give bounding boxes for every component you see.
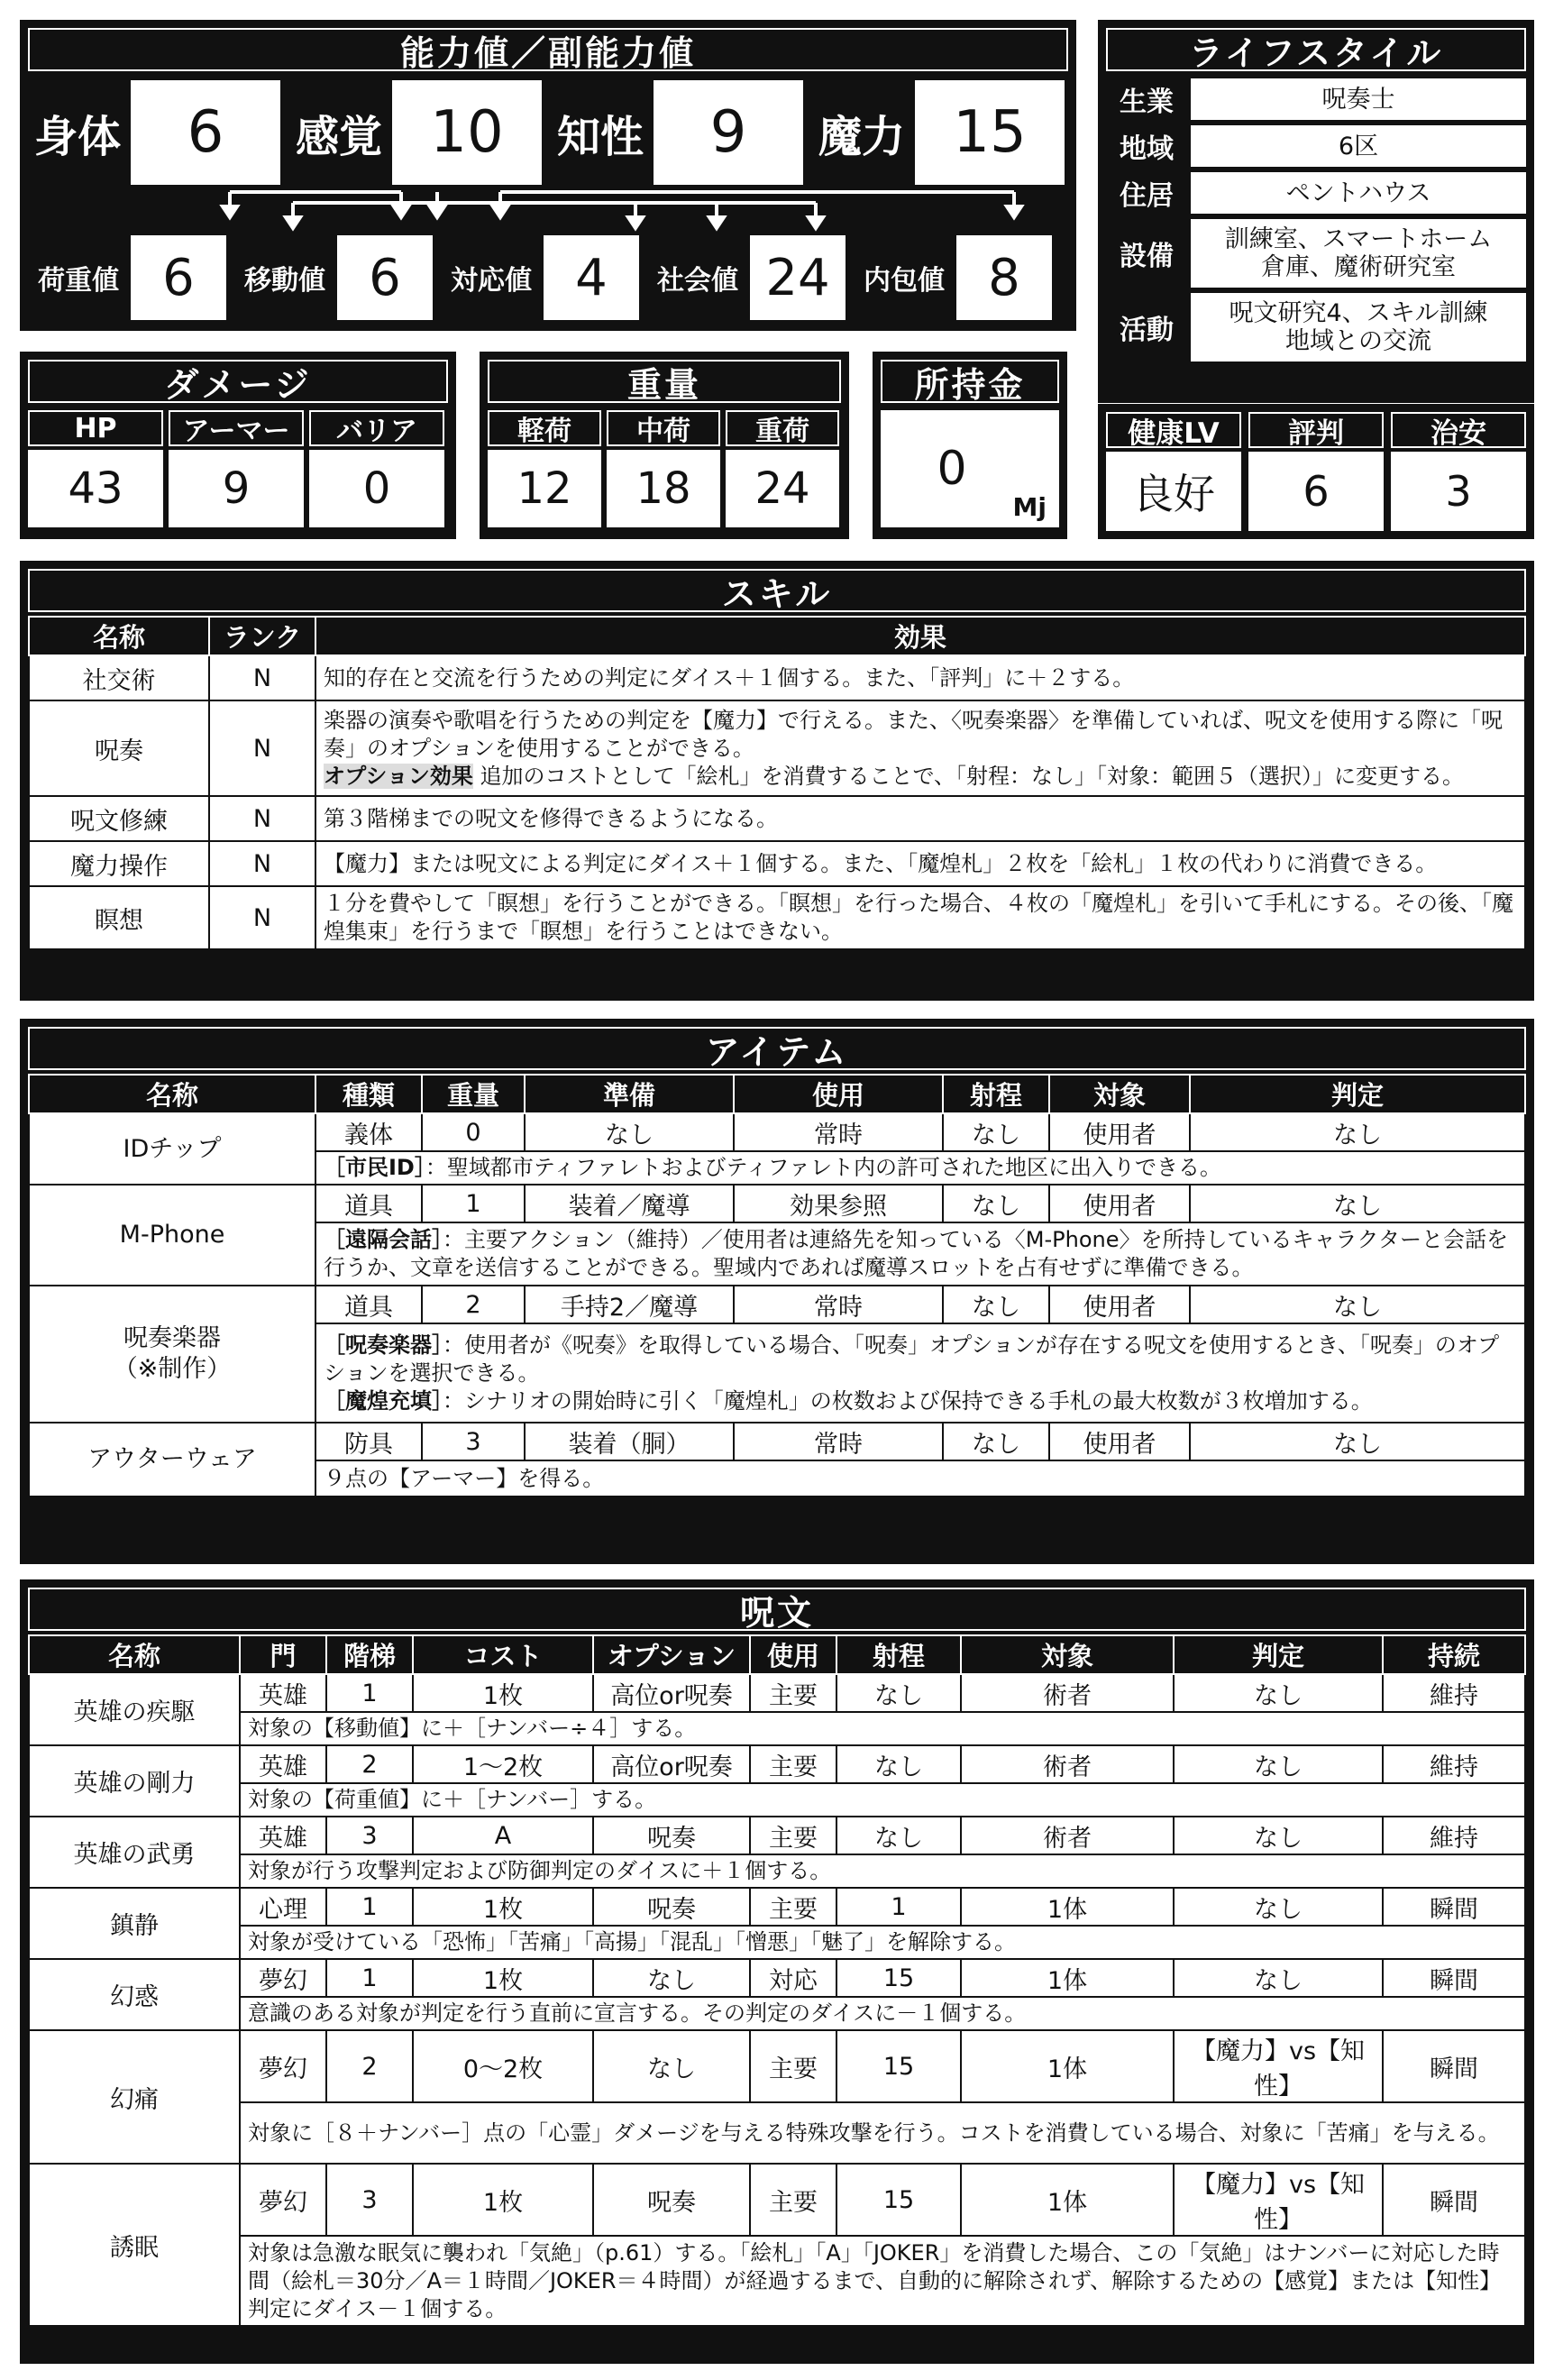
spell-target: 1体 — [961, 1959, 1174, 1997]
item-use: 効果参照 — [734, 1185, 943, 1222]
spell-check: なし — [1174, 1888, 1383, 1926]
item-row — [29, 1286, 1525, 1323]
items-header: 重量 — [422, 1075, 525, 1113]
damage-label: HP — [28, 410, 163, 446]
spell-use: 対応 — [750, 1959, 836, 1997]
spell-use: 主要 — [750, 1745, 836, 1783]
item-type: 道具 — [315, 1286, 422, 1323]
spell-duration: 瞬間 — [1383, 1959, 1525, 1997]
skill-name: 呪文修練 — [29, 796, 209, 841]
spell-gate: 心理 — [240, 1888, 326, 1926]
spells-header: 対象 — [961, 1635, 1174, 1674]
money-value: 0 — [937, 442, 967, 496]
sub-ability-value: 4 — [544, 235, 639, 320]
item-row — [29, 1185, 1525, 1222]
spell-target: 術者 — [961, 1745, 1174, 1783]
item-row — [29, 1423, 1525, 1460]
items-header: 判定 — [1190, 1075, 1525, 1113]
lifestyle-label: 活動 — [1120, 315, 1174, 346]
spell-gate: 英雄 — [240, 1674, 326, 1712]
spells-header: 持続 — [1383, 1635, 1525, 1674]
spell-range: なし — [836, 1817, 961, 1854]
spell-name: 誘眠 — [29, 2164, 240, 2326]
spell-option: なし — [593, 1959, 750, 1997]
weight-value: 24 — [726, 450, 839, 527]
spells-header: 名称 — [29, 1635, 240, 1674]
spell-range: なし — [836, 1745, 961, 1783]
sub-ability-label: 対応値 — [451, 265, 532, 297]
spell-cost: 1枚 — [413, 2164, 593, 2236]
spell-name: 幻痛 — [29, 2030, 240, 2164]
spell-effect: 対象が行う攻撃判定および防御判定のダイスに＋１個する。 — [240, 1854, 1525, 1888]
skill-effect — [315, 655, 1525, 700]
ability-label: 魔力 — [818, 111, 905, 162]
spell-name: 幻惑 — [29, 1959, 240, 2030]
spell-cost: 1枚 — [413, 1959, 593, 1997]
weight-label: 重荷 — [726, 410, 839, 446]
item-note-text: ：主要アクション（維持）／使用者は連絡先を知っている〈M-Phone〉を所持しているキャラクターと会話を行うか、文章を送信することができる。聖域内であれば魔導スロットを占有せずに準備できる。 — [324, 1227, 1509, 1280]
damage-label: バリア — [309, 410, 444, 446]
item-range: なし — [943, 1286, 1049, 1323]
spell-duration: 維持 — [1383, 1817, 1525, 1854]
weight-panel — [480, 352, 849, 539]
skill-rank: N — [209, 655, 315, 700]
items-header: 対象 — [1049, 1075, 1190, 1113]
skill-rank: N — [209, 700, 315, 796]
skill-row — [29, 841, 1525, 886]
item-check: なし — [1190, 1185, 1525, 1222]
skills-header: 効果 — [315, 617, 1525, 655]
items-table — [28, 1074, 1526, 1497]
skill-option-label: オプション効果 — [324, 763, 473, 789]
spell-cost: A — [413, 1817, 593, 1854]
sub-ability-value: 8 — [956, 235, 1052, 320]
item-prep: なし — [525, 1113, 734, 1151]
skills-panel — [20, 561, 1534, 1001]
item-prep: 手持2／魔導 — [525, 1286, 734, 1323]
spell-option: 呪奏 — [593, 1888, 750, 1926]
item-name: 呪奏楽器 （※制作） — [29, 1286, 315, 1423]
item-name: M-Phone — [29, 1185, 315, 1286]
item-check: なし — [1190, 1113, 1525, 1151]
skill-row — [29, 655, 1525, 700]
item-note-label: ［遠隔会話］ — [324, 1227, 443, 1252]
spell-name: 英雄の剛力 — [29, 1745, 240, 1817]
sub-ability-label: 内包値 — [864, 265, 945, 297]
spells-header: 判定 — [1174, 1635, 1383, 1674]
spell-effect: 対象の【荷重値】に＋［ナンバー］する。 — [240, 1783, 1525, 1817]
damage-label: アーマー — [169, 410, 304, 446]
spell-cost: 1～2枚 — [413, 1745, 593, 1783]
spell-effect: 対象は急激な眠気に襲われ「気絶」（p.61）する。「絵札」「A」「JOKER」を消費した場合、この「気絶」はナンバーに対応した時間（絵札＝30分／A＝１時間／JOKER＝４時間）が経過するまで、自動的に解除されず、解除するための【感覚】または【知性】判定にダイス－１個する。 — [240, 2236, 1525, 2326]
spell-gate: 夢幻 — [240, 2030, 326, 2102]
spell-use: 主要 — [750, 1674, 836, 1712]
items-header: 射程 — [943, 1075, 1049, 1113]
item-name: アウターウェア — [29, 1423, 315, 1497]
spell-cost: 0～2枚 — [413, 2030, 593, 2102]
spell-tier: 1 — [326, 1888, 413, 1926]
spell-name: 英雄の疾駆 — [29, 1674, 240, 1745]
skill-row — [29, 700, 1525, 796]
item-note — [315, 1460, 1525, 1497]
lifestyle-value: 訓練室、スマートホーム 倉庫、魔術研究室 — [1191, 219, 1526, 288]
skill-effect — [315, 841, 1525, 886]
item-prep: 装着／魔導 — [525, 1185, 734, 1222]
spell-use: 主要 — [750, 2030, 836, 2102]
spell-effect-row — [29, 1854, 1525, 1888]
weight-value: 18 — [607, 450, 720, 527]
items-panel — [20, 1019, 1534, 1564]
spells-header: 階梯 — [326, 1635, 413, 1674]
ability-value: 9 — [654, 80, 803, 185]
item-note-text: ：シナリオの開始時に引く「魔煌札」の枚数および保持できる手札の最大枚数が３枚増加する。 — [443, 1387, 1373, 1414]
weight-title: 重量 — [488, 360, 841, 403]
spell-use: 主要 — [750, 1817, 836, 1854]
lifestyle-panel — [1098, 20, 1534, 403]
spell-effect: 意識のある対象が判定を行う直前に宣言する。その判定のダイスに－１個する。 — [240, 1997, 1525, 2030]
ability-label: 身体 — [33, 111, 121, 162]
spell-duration: 瞬間 — [1383, 2164, 1525, 2236]
item-note — [315, 1323, 1525, 1423]
spell-option: なし — [593, 2030, 750, 2102]
spell-gate: 夢幻 — [240, 2164, 326, 2236]
skill-effect — [315, 886, 1525, 949]
item-target: 使用者 — [1049, 1185, 1190, 1222]
spell-check: なし — [1174, 1817, 1383, 1854]
spell-tier: 2 — [326, 2030, 413, 2102]
ability-value: 10 — [392, 80, 542, 185]
skill-rank: N — [209, 796, 315, 841]
spell-row — [29, 2030, 1525, 2102]
spell-use: 主要 — [750, 2164, 836, 2236]
spell-effect-row — [29, 1712, 1525, 1745]
spells-table — [28, 1634, 1526, 2327]
lifestyle-value: 呪文研究4、スキル訓練 地域との交流 — [1191, 293, 1526, 362]
spell-duration: 瞬間 — [1383, 2030, 1525, 2102]
item-note-label: ［魔煌充填］ — [324, 1387, 443, 1414]
spells-header: 射程 — [836, 1635, 961, 1674]
spell-effect-row — [29, 2236, 1525, 2326]
damage-value: 43 — [28, 450, 163, 527]
spell-row — [29, 2164, 1525, 2236]
spell-use: 主要 — [750, 1888, 836, 1926]
spell-check: なし — [1174, 1959, 1383, 1997]
spell-row — [29, 1745, 1525, 1783]
spell-tier: 2 — [326, 1745, 413, 1783]
item-target: 使用者 — [1049, 1423, 1190, 1460]
damage-value: 9 — [169, 450, 304, 527]
lifestyle-stats-panel — [1098, 404, 1534, 539]
lifestyle-stat-value: 3 — [1391, 452, 1526, 531]
sub-ability-value: 6 — [131, 235, 226, 320]
spell-tier: 1 — [326, 1674, 413, 1712]
skill-effect-text: 知的存在と交流を行うための判定にダイス＋１個する。また、「評判」に＋２する。 — [324, 664, 1135, 691]
item-row — [29, 1113, 1525, 1151]
item-use: 常時 — [734, 1423, 943, 1460]
skill-name: 魔力操作 — [29, 841, 209, 886]
spell-tier: 3 — [326, 2164, 413, 2236]
item-range: なし — [943, 1113, 1049, 1151]
skill-effect-text: 【魔力】または呪文による判定にダイス＋１個する。また、「魔煌札」２枚を「絵札」１枚の代わりに消費できる。 — [324, 850, 1438, 876]
spell-gate: 夢幻 — [240, 1959, 326, 1997]
sub-ability-label: 移動値 — [244, 265, 325, 297]
item-type: 防具 — [315, 1423, 422, 1460]
ability-value: 6 — [131, 80, 280, 185]
spells-panel — [20, 1579, 1534, 2364]
items-title: アイテム — [28, 1027, 1526, 1070]
spells-header: 門 — [240, 1635, 326, 1674]
item-note-text: ：聖域都市ティファレトおよびティファレト内の許可された地区に出入りできる。 — [425, 1155, 1222, 1180]
spell-range: 15 — [836, 2164, 961, 2236]
damage-value: 0 — [309, 450, 444, 527]
spell-effect-row — [29, 1926, 1525, 1959]
item-range: なし — [943, 1185, 1049, 1222]
skill-name: 社交術 — [29, 655, 209, 700]
item-weight: 2 — [422, 1286, 525, 1323]
spell-duration: 瞬間 — [1383, 1888, 1525, 1926]
lifestyle-label: 住居 — [1120, 180, 1174, 212]
damage-panel — [20, 352, 456, 539]
skill-option-text: 追加のコストとして「絵札」を消費することで、「射程：なし」「対象：範囲５（選択）」に変更する。 — [472, 763, 1464, 789]
spell-gate: 英雄 — [240, 1817, 326, 1854]
lifestyle-title: ライフスタイル — [1106, 28, 1526, 71]
item-range: なし — [943, 1423, 1049, 1460]
lifestyle-stat-value: 6 — [1248, 452, 1384, 531]
lifestyle-label: 設備 — [1120, 241, 1174, 272]
item-prep: 装着（胴） — [525, 1423, 734, 1460]
spell-name: 鎮静 — [29, 1888, 240, 1959]
spell-check: 【魔力】vs【知性】 — [1174, 2164, 1383, 2236]
spell-effect-row — [29, 1997, 1525, 2030]
spells-title: 呪文 — [28, 1588, 1526, 1631]
spells-header: 使用 — [750, 1635, 836, 1674]
sub-ability-value: 24 — [750, 235, 846, 320]
item-weight: 0 — [422, 1113, 525, 1151]
item-note-text: ：使用者が《呪奏》を取得している場合、「呪奏」オプションが存在する呪文を使用するとき、「呪奏」のオプションを選択できる。 — [324, 1332, 1500, 1386]
ability-label: 感覚 — [295, 111, 382, 162]
spell-check: なし — [1174, 1674, 1383, 1712]
lifestyle-stat-label: 評判 — [1248, 412, 1384, 448]
spell-range: 15 — [836, 2030, 961, 2102]
skill-row — [29, 886, 1525, 949]
spells-header: オプション — [593, 1635, 750, 1674]
money-unit: Mj — [1012, 492, 1047, 522]
skill-effect — [315, 700, 1525, 796]
item-target: 使用者 — [1049, 1113, 1190, 1151]
spell-option: 高位or呪奏 — [593, 1674, 750, 1712]
spell-option: 呪奏 — [593, 2164, 750, 2236]
items-header: 使用 — [734, 1075, 943, 1113]
item-target: 使用者 — [1049, 1286, 1190, 1323]
item-note — [315, 1222, 1525, 1286]
spell-name: 英雄の武勇 — [29, 1817, 240, 1888]
abilities-title: 能力値／副能力値 — [28, 28, 1068, 71]
item-note — [315, 1151, 1525, 1185]
damage-title: ダメージ — [28, 360, 448, 403]
skills-title: スキル — [28, 569, 1526, 612]
spell-effect-row — [29, 1783, 1525, 1817]
items-header: 準備 — [525, 1075, 734, 1113]
skills-header: 名称 — [29, 617, 209, 655]
spell-check: なし — [1174, 1745, 1383, 1783]
spell-effect: 対象が受けている「恐怖」「苦痛」「高揚」「混乱」「憎悪」「魅了」を解除する。 — [240, 1926, 1525, 1959]
item-type: 義体 — [315, 1113, 422, 1151]
lifestyle-value: 呪奏士 — [1191, 78, 1526, 120]
spell-row — [29, 1959, 1525, 1997]
sub-ability-label: 社会値 — [657, 265, 738, 297]
skill-name: 瞑想 — [29, 886, 209, 949]
weight-label: 中荷 — [607, 410, 720, 446]
spell-target: 術者 — [961, 1817, 1174, 1854]
item-type: 道具 — [315, 1185, 422, 1222]
item-note-text: ９点の【アーマー】を得る。 — [324, 1465, 605, 1491]
lifestyle-value: 6区 — [1191, 125, 1526, 167]
spell-range: なし — [836, 1674, 961, 1712]
item-note-label: ［呪奏楽器］ — [324, 1332, 443, 1358]
item-check: なし — [1190, 1286, 1525, 1323]
spell-target: 術者 — [961, 1674, 1174, 1712]
spell-gate: 英雄 — [240, 1745, 326, 1783]
lifestyle-label: 生業 — [1120, 87, 1174, 118]
spell-effect: 対象の【移動値】に＋［ナンバー÷４］する。 — [240, 1712, 1525, 1745]
abilities-panel — [20, 20, 1076, 331]
spell-target: 1体 — [961, 2030, 1174, 2102]
skill-effect-text: １分を費やして「瞑想」を行うことができる。「瞑想」を行った場合、４枚の「魔煌札」を引いて手札にする。その後、「魔煌集束」を行うまで「瞑想」を行うことはできない。 — [324, 891, 1513, 944]
skill-effect-text: 第３階梯までの呪文を修得できるようになる。 — [324, 805, 778, 831]
skills-table — [28, 616, 1526, 950]
ability-label: 知性 — [556, 111, 644, 162]
items-header: 名称 — [29, 1075, 315, 1113]
spell-tier: 1 — [326, 1959, 413, 1997]
item-name: IDチップ — [29, 1113, 315, 1185]
spell-target: 1体 — [961, 1888, 1174, 1926]
ability-value: 15 — [915, 80, 1065, 185]
lifestyle-stat-label: 健康LV — [1106, 412, 1241, 448]
item-use: 常時 — [734, 1113, 943, 1151]
spells-header: コスト — [413, 1635, 593, 1674]
sub-ability-label: 荷重値 — [38, 265, 119, 297]
spell-range: 1 — [836, 1888, 961, 1926]
spell-option: 高位or呪奏 — [593, 1745, 750, 1783]
lifestyle-stat-value: 良好 — [1106, 452, 1241, 531]
spell-tier: 3 — [326, 1817, 413, 1854]
spell-row — [29, 1674, 1525, 1712]
item-note-label: ［市民ID］ — [324, 1155, 425, 1180]
spell-range: 15 — [836, 1959, 961, 1997]
spell-check: 【魔力】vs【知性】 — [1174, 2030, 1383, 2102]
spell-target: 1体 — [961, 2164, 1174, 2236]
skill-rank: N — [209, 886, 315, 949]
item-weight: 3 — [422, 1423, 525, 1460]
spell-cost: 1枚 — [413, 1674, 593, 1712]
lifestyle-label: 地域 — [1120, 133, 1174, 165]
skill-effect-text: 楽器の演奏や歌唱を行うための判定を【魔力】で行える。また、〈呪奏楽器〉を準備していれば、呪文を使用する際に「呪奏」のオプションを使用することができる。 — [324, 707, 1503, 761]
weight-label: 軽荷 — [488, 410, 601, 446]
skill-name: 呪奏 — [29, 700, 209, 796]
item-check: なし — [1190, 1423, 1525, 1460]
spell-duration: 維持 — [1383, 1745, 1525, 1783]
skill-rank: N — [209, 841, 315, 886]
spell-cost: 1枚 — [413, 1888, 593, 1926]
spell-effect: 対象に［８＋ナンバー］点の「心霊」ダメージを与える特殊攻撃を行う。コストを消費している場合、対象に「苦痛」を与える。 — [240, 2102, 1525, 2164]
lifestyle-value: ペントハウス — [1191, 172, 1526, 214]
lifestyle-stat-label: 治安 — [1391, 412, 1526, 448]
money-panel — [873, 352, 1067, 539]
spell-row — [29, 1817, 1525, 1854]
money-box — [881, 410, 1059, 527]
spell-row — [29, 1888, 1525, 1926]
spell-option: 呪奏 — [593, 1817, 750, 1854]
item-use: 常時 — [734, 1286, 943, 1323]
money-title: 所持金 — [881, 360, 1059, 403]
sub-ability-value: 6 — [337, 235, 433, 320]
skill-effect — [315, 796, 1525, 841]
items-header: 種類 — [315, 1075, 422, 1113]
spell-duration: 維持 — [1383, 1674, 1525, 1712]
spell-effect-row — [29, 2102, 1525, 2164]
skill-row — [29, 796, 1525, 841]
item-weight: 1 — [422, 1185, 525, 1222]
weight-value: 12 — [488, 450, 601, 527]
skills-header: ランク — [209, 617, 315, 655]
